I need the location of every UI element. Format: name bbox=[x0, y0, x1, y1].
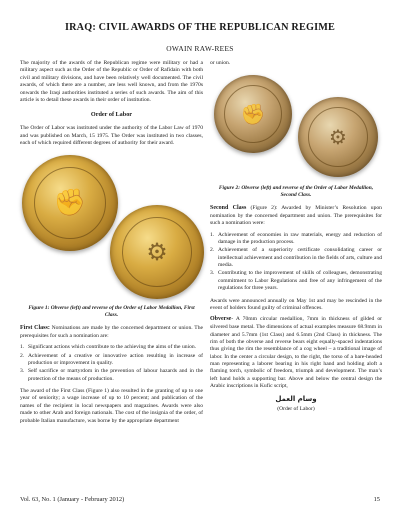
list-item: 1. Significant actions which contribute to the achieving the aims of the union. bbox=[20, 344, 197, 351]
second-class-obverse-medal bbox=[214, 75, 292, 153]
intro-paragraph: The majority of the awards of the Republican regime were military or had a military aspect such as the Order of the Republic or Order of Rafidain with both civil and military divisions, and have been relatively well documented. The civil awards, of which there are a number, are less well known, and from the 1970s onwards the Iraqi authorities instituted a series of such awards. The aim of this article is to detail these awards in their order of institution. bbox=[20, 60, 203, 103]
second-class-list bbox=[210, 232, 382, 293]
first-class-text: Nominations are made by the concerned department or union. The prerequisites for such a nomination are: bbox=[20, 324, 204, 339]
left-column bbox=[20, 60, 203, 429]
second-class-paragraph bbox=[210, 205, 382, 228]
page-number: 15 bbox=[373, 496, 380, 503]
second-class-text: (Figure 2): Awarded by Minister’s Resolution upon nomination by the concerned department and union. The prerequisites for such a nomination were: bbox=[210, 204, 382, 227]
figure-1-image bbox=[20, 151, 203, 303]
right-column bbox=[210, 60, 382, 412]
second-class-reverse-medal bbox=[298, 97, 378, 177]
order-paragraph: The Order of Labor was instituted under the authority of the Labor Law of 1970 and was published on March, 15 1975. The Order was instituted in two classes, each of which required different degrees of authority for their award. bbox=[20, 125, 203, 146]
list-item: 3. Self sacrifice or martyrdom in the prevention of labour hazards and in the protection of the means of production. bbox=[20, 368, 203, 382]
list-item: 2. Achievement of a superiority certificate consolidating career or intellectual achievement and contribution in the fields of arts, culture and media. bbox=[210, 247, 382, 269]
figure-1-caption: Figure 1: Obverse (left) and reverse of the Order of Labor Medallion, First Class. bbox=[28, 305, 195, 319]
obverse-lead: Obverse bbox=[210, 316, 232, 323]
issue-info: Vol. 63, No. 1 (January - February 2012) bbox=[20, 496, 125, 503]
first-class-list bbox=[20, 344, 203, 383]
article-title: IRAQ: CIVIL AWARDS OF THE REPUBLICAN REGIME bbox=[64, 22, 336, 33]
first-class-obverse-medal bbox=[22, 155, 118, 251]
figure-2-image bbox=[210, 71, 382, 183]
list-item: 3. Contributing to the improvement of skills of colleagues, demonstrating commitment to Labor Regulations and free of any infringement of the regulations for three years. bbox=[210, 270, 382, 292]
obverse-paragraph bbox=[210, 316, 382, 390]
continuation-text: or union. bbox=[210, 60, 231, 66]
list-item: 2. Achievement of a creative or innovative action resulting in increase of production or improvement in quality. bbox=[20, 352, 203, 366]
announcement-paragraph: Awards were announced annually on May 1st and may be rescinded in the event of holders found guilty of criminal offences. bbox=[210, 297, 382, 311]
article-author: OWAIN RAW-REES bbox=[166, 44, 234, 53]
first-class-paragraph bbox=[20, 325, 203, 340]
first-class-lead: First Class: bbox=[20, 324, 50, 331]
figure-2-caption: Figure 2: Obverse (left) and reverse of the Order of Labor Medallion, Second Class. bbox=[218, 185, 374, 199]
second-class-lead: Second Class bbox=[210, 204, 247, 211]
list-item: 1. Achievement of economies in raw materials, energy and reduction of damage in the production process. bbox=[210, 231, 382, 245]
obverse-text: - A 70mm circular medallion, 7mm in thickness of gilded or silvered base metal. The dimensions of actual examples measure 68.9mm in diameter and 5.7mm (1st Class) and 6.5mm (2nd Class) in thickness. The rim of both the obverse and reverse bears eight equally-spaced indentations thus giving the rim the resemblance of a cog wheel – a traditional image of labor. In the center a circular design, to the right, the torso of a bare-headed man representing a laborer bearing in his right hand and holding aloft a flaming torch, symbolic of freedom, triumph and development. The man’s left hand holds a supporting bar. Above and below the central design the Arabic inscriptions in Kufic script, bbox=[210, 316, 382, 390]
laborer-torch-icon: ✊ bbox=[53, 188, 87, 219]
cog-emblem-icon: ⚙ bbox=[329, 125, 347, 150]
award-paragraph: The award of the First Class (Figure 1) also resulted in the granting of up to one year of seniority; a wage increase of up to 10 percent; and publication of the names of the recipient in local newspapers and magazines. Awards were also made to other Arab and foreign nationals. The cost of the insignia of the order, of probable Italian manufacture, was borne by the appropriate department bbox=[20, 388, 203, 424]
first-class-reverse-medal bbox=[110, 205, 204, 299]
cog-emblem-icon: ⚙ bbox=[146, 238, 168, 267]
arabic-inscription: وسام العمل bbox=[275, 394, 317, 403]
laborer-torch-icon: ✊ bbox=[240, 102, 266, 127]
section-heading: Order of Labor bbox=[90, 111, 133, 119]
arabic-translation: (Order of Labor) bbox=[277, 405, 315, 412]
